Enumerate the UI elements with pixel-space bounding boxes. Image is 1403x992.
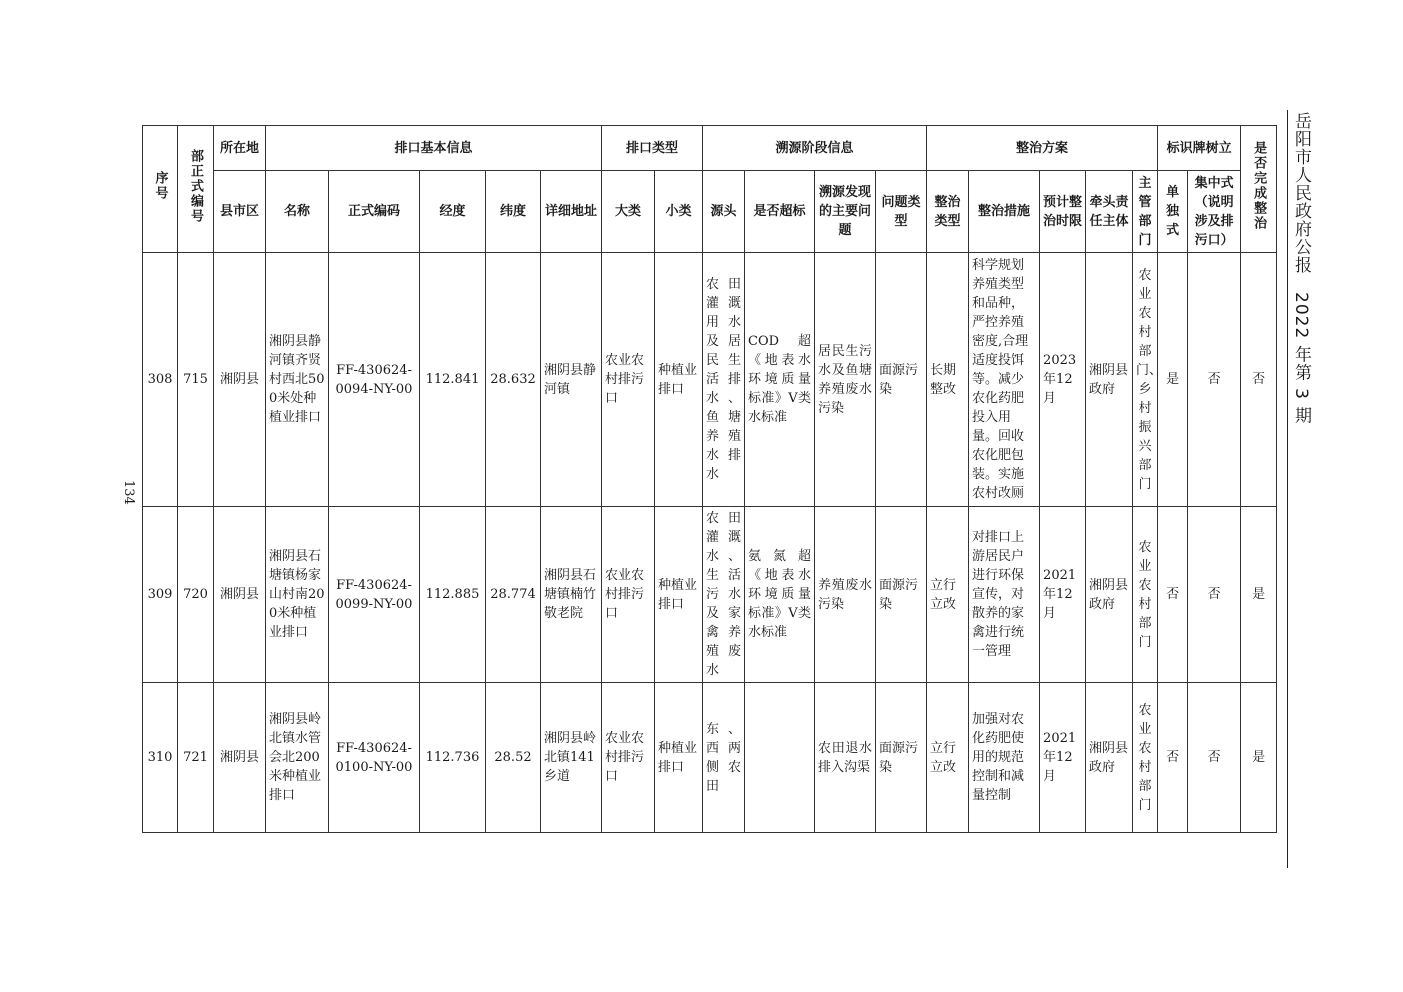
header-plan: 整治方案 xyxy=(927,126,1158,171)
cell-single: 否 xyxy=(1158,507,1188,683)
cell-dept: 农业农村部门、乡村振兴部门 xyxy=(1133,253,1158,507)
cell-plan-type: 立行立改 xyxy=(927,683,969,833)
cell-problem: 农田退水排入沟渠 xyxy=(815,683,876,833)
header-problem: 溯源发现的主要问题 xyxy=(815,171,876,253)
cell-measures: 对排口上游居民户进行环保宣传，对散养的家禽进行统一管理 xyxy=(969,507,1040,683)
cell-exceed: COD 超《地表水环境质量标准》V类水标准 xyxy=(745,253,815,507)
header-basic-info: 排口基本信息 xyxy=(266,126,602,171)
cell-problem: 居民生污水及鱼塘养殖废水污染 xyxy=(815,253,876,507)
cell-code: FF-430624-0100-NY-00 xyxy=(329,683,420,833)
cell-name: 湘阴县石塘镇杨家山村南200米种植业排口 xyxy=(266,507,329,683)
cell-completed: 是 xyxy=(1241,507,1277,683)
cell-latitude: 28.632 xyxy=(486,253,541,507)
header-measures: 整治措施 xyxy=(969,171,1040,253)
header-formal-no: 部正式编号 xyxy=(178,126,214,253)
cell-minor: 种植业排口 xyxy=(655,507,703,683)
cell-problem-type: 面源污染 xyxy=(876,507,927,683)
cell-lead: 湘阴县政府 xyxy=(1086,507,1133,683)
cell-seq: 309 xyxy=(143,507,178,683)
header-problem-type: 问题类型 xyxy=(876,171,927,253)
cell-dept: 农业农村部门 xyxy=(1133,683,1158,833)
cell-deadline: 2021年12月 xyxy=(1040,683,1086,833)
header-single: 单独式 xyxy=(1158,171,1188,253)
outlet-table xyxy=(142,125,1277,833)
gazette-header: 岳阳市人民政府公报 2022 年第 3 期 xyxy=(1291,112,1311,425)
header-seq: 序号 xyxy=(143,126,178,253)
header-minor: 小类 xyxy=(655,171,703,253)
cell-completed: 否 xyxy=(1241,253,1277,507)
header-row-1 xyxy=(143,126,1277,171)
cell-latitude: 28.52 xyxy=(486,683,541,833)
cell-formal-no: 720 xyxy=(178,507,214,683)
cell-plan-type: 长期整改 xyxy=(927,253,969,507)
cell-latitude: 28.774 xyxy=(486,507,541,683)
header-longitude: 经度 xyxy=(420,171,486,253)
cell-address: 湘阴县静河镇 xyxy=(541,253,602,507)
cell-longitude: 112.736 xyxy=(420,683,486,833)
cell-major: 农业农村排污口 xyxy=(602,683,655,833)
header-location: 所在地 xyxy=(214,126,266,171)
header-latitude: 纬度 xyxy=(486,171,541,253)
header-source: 源头 xyxy=(703,171,745,253)
cell-code: FF-430624-0094-NY-00 xyxy=(329,253,420,507)
cell-lead: 湘阴县政府 xyxy=(1086,253,1133,507)
cell-central: 否 xyxy=(1188,507,1241,683)
cell-measures: 加强对农化药肥使用的规范控制和减量控制 xyxy=(969,683,1040,833)
cell-exceed: 氨氮超《地表水环境质量标准》V类水标准 xyxy=(745,507,815,683)
cell-minor: 种植业排口 xyxy=(655,683,703,833)
cell-formal-no: 715 xyxy=(178,253,214,507)
table-row xyxy=(143,253,1277,507)
header-exceed: 是否超标 xyxy=(745,171,815,253)
header-code: 正式编码 xyxy=(329,171,420,253)
cell-single: 否 xyxy=(1158,683,1188,833)
side-rule xyxy=(1287,110,1288,868)
cell-county: 湘阴县 xyxy=(214,253,266,507)
cell-seq: 310 xyxy=(143,683,178,833)
cell-major: 农业农村排污口 xyxy=(602,253,655,507)
cell-central: 否 xyxy=(1188,253,1241,507)
cell-county: 湘阴县 xyxy=(214,507,266,683)
cell-deadline: 2023年12月 xyxy=(1040,253,1086,507)
cell-source: 东、西两侧农田 xyxy=(703,683,745,833)
header-dept: 主管部门 xyxy=(1133,171,1158,253)
table-row xyxy=(143,683,1277,833)
header-lead: 牵头责任主体 xyxy=(1086,171,1133,253)
cell-code: FF-430624-0099-NY-00 xyxy=(329,507,420,683)
page-number: 134 xyxy=(121,480,136,505)
cell-minor: 种植业排口 xyxy=(655,253,703,507)
cell-problem-type: 面源污染 xyxy=(876,253,927,507)
header-county: 县市区 xyxy=(214,171,266,253)
cell-dept: 农业农村部门 xyxy=(1133,507,1158,683)
header-major: 大类 xyxy=(602,171,655,253)
header-central: 集中式（说明涉及排污口） xyxy=(1188,171,1241,253)
header-deadline: 预计整治时限 xyxy=(1040,171,1086,253)
header-plan-type: 整治类型 xyxy=(927,171,969,253)
cell-address: 湘阴县石塘镇楠竹敬老院 xyxy=(541,507,602,683)
cell-name: 湘阴县静河镇齐贤村西北500米处种植业排口 xyxy=(266,253,329,507)
cell-problem: 养殖废水污染 xyxy=(815,507,876,683)
header-trace-info: 溯源阶段信息 xyxy=(703,126,927,171)
cell-address: 湘阴县岭北镇141乡道 xyxy=(541,683,602,833)
header-signboard: 标识牌树立 xyxy=(1158,126,1241,171)
cell-longitude: 112.841 xyxy=(420,253,486,507)
cell-single: 是 xyxy=(1158,253,1188,507)
cell-county: 湘阴县 xyxy=(214,683,266,833)
header-address: 详细地址 xyxy=(541,171,602,253)
cell-deadline: 2021年12月 xyxy=(1040,507,1086,683)
cell-longitude: 112.885 xyxy=(420,507,486,683)
cell-major: 农业农村排污口 xyxy=(602,507,655,683)
cell-name: 湘阴县岭北镇水管会北200米种植业排口 xyxy=(266,683,329,833)
cell-seq: 308 xyxy=(143,253,178,507)
cell-completed: 是 xyxy=(1241,683,1277,833)
header-name: 名称 xyxy=(266,171,329,253)
cell-problem-type: 面源污染 xyxy=(876,683,927,833)
cell-central: 否 xyxy=(1188,683,1241,833)
cell-plan-type: 立行立改 xyxy=(927,507,969,683)
cell-lead: 湘阴县政府 xyxy=(1086,683,1133,833)
cell-formal-no: 721 xyxy=(178,683,214,833)
cell-exceed xyxy=(745,683,815,833)
header-completed: 是否完成整治 xyxy=(1241,126,1277,253)
header-row-2 xyxy=(143,171,1277,253)
cell-measures: 科学规划养殖类型和品种，严控养殖密度,合理适度投饵等。减少农化药肥投入用量。回收农化肥包装。实施农村改厕 xyxy=(969,253,1040,507)
cell-source: 农田灌溉水、生活污水及家禽养殖废水 xyxy=(703,507,745,683)
header-outlet-type: 排口类型 xyxy=(602,126,703,171)
cell-source: 农田灌溉用水及居民生活排水、鱼塘养殖水排水 xyxy=(703,253,745,507)
table-row xyxy=(143,507,1277,683)
